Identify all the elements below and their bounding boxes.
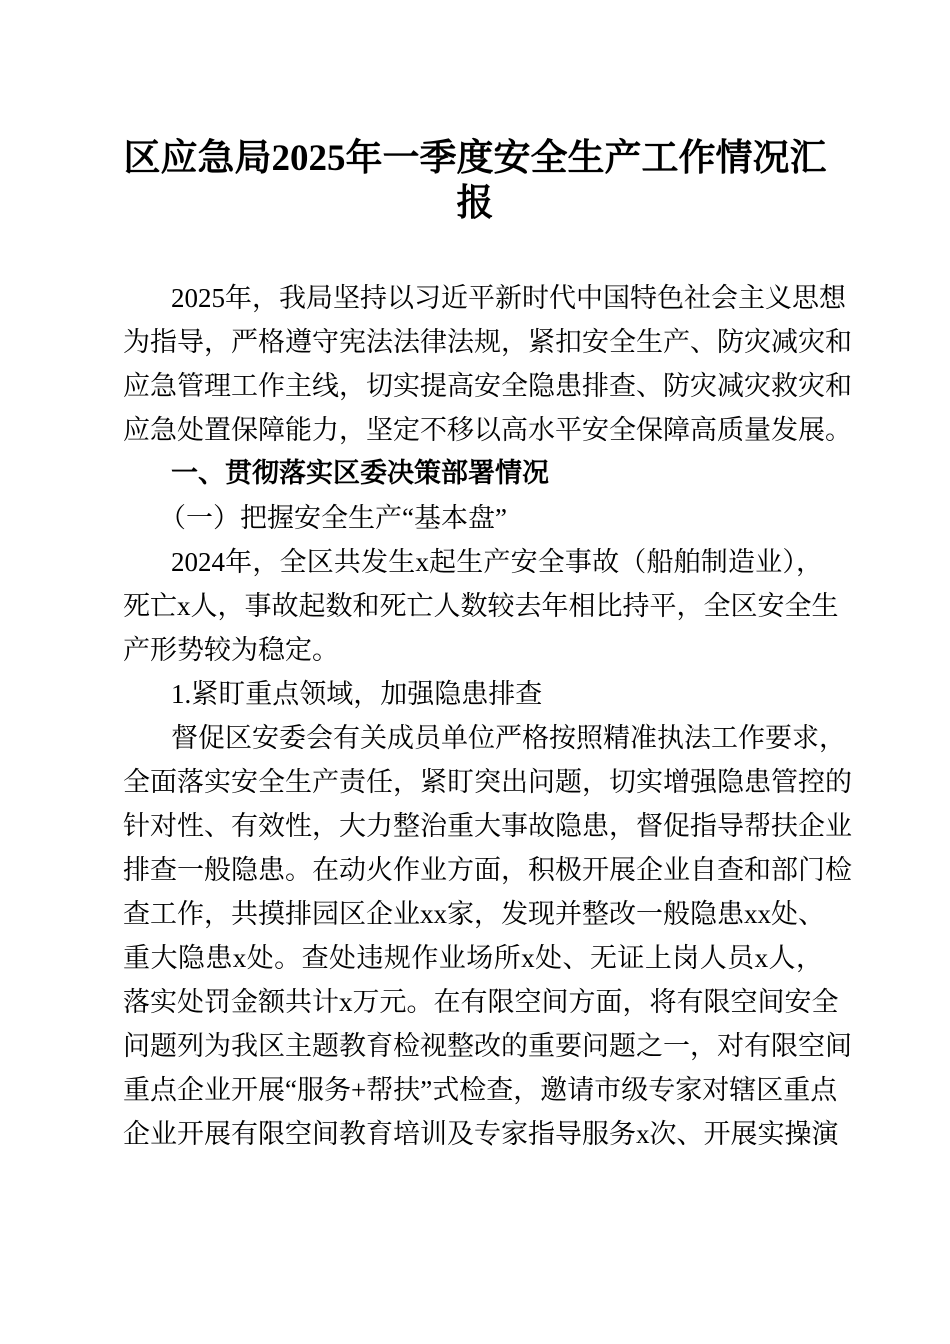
text-line: 1.紧盯重点领域，加强隐患排查 xyxy=(171,679,543,709)
text-line: 排查一般隐患。在动火作业方面，积极开展企业自查和部门检 xyxy=(123,855,852,885)
text-line: 督促区安委会有关成员单位严格按照精准执法工作要求， xyxy=(171,723,846,753)
text-line: 一、贯彻落实区委决策部署情况 xyxy=(171,458,549,489)
text-line: （一）把握安全生产“基本盘” xyxy=(159,503,507,533)
paragraph xyxy=(123,276,852,452)
text-line: 落实处罚金额共计x万元。在有限空间方面，将有限空间安全 xyxy=(123,987,839,1017)
text-line: 2024年，全区共发生x起生产安全事故（船舶制造业）， xyxy=(171,547,823,577)
text-line: 重大隐患x处。查处违规作业场所x处、无证上岗人员x人， xyxy=(123,943,823,973)
text-line: 全面落实安全生产责任，紧盯突出问题，切实增强隐患管控的 xyxy=(123,767,852,797)
section-heading xyxy=(123,452,823,496)
text-line: 应急处置保障能力，坚定不移以高水平安全保障高质量发展。 xyxy=(123,415,852,445)
text-line: 2025年，我局坚持以习近平新时代中国特色社会主义思想 xyxy=(171,283,846,313)
section-heading xyxy=(123,496,823,540)
text-line: 查工作，共摸排园区企业xx家，发现并整改一般隐患xx处、 xyxy=(123,899,825,929)
paragraph xyxy=(123,716,852,1156)
document-body xyxy=(123,276,852,1156)
text-line: 针对性、有效性，大力整治重大事故隐患，督促指导帮扶企业 xyxy=(123,811,852,841)
paragraph xyxy=(123,540,839,672)
title-line: 区应急局2025年一季度安全生产工作情况汇 xyxy=(123,138,827,179)
text-line: 重点企业开展“服务+帮扶”式检查，邀请市级专家对辖区重点 xyxy=(123,1075,838,1105)
section-heading xyxy=(123,672,823,716)
text-line: 死亡x人，事故起数和死亡人数较去年相比持平，全区安全生 xyxy=(123,591,839,621)
text-line: 问题列为我区主题教育检视整改的重要问题之一，对有限空间 xyxy=(123,1031,852,1061)
text-line: 应急管理工作主线，切实提高安全隐患排查、防灾减灾救灾和 xyxy=(123,371,852,401)
text-line: 产形势较为稳定。 xyxy=(123,635,339,665)
document-title xyxy=(120,136,830,226)
text-line: 为指导，严格遵守宪法法律法规，紧扣安全生产、防灾减灾和 xyxy=(123,327,852,357)
title-line: 报 xyxy=(456,183,494,224)
text-line: 企业开展有限空间教育培训及专家指导服务x次、开展实操演 xyxy=(123,1119,839,1149)
